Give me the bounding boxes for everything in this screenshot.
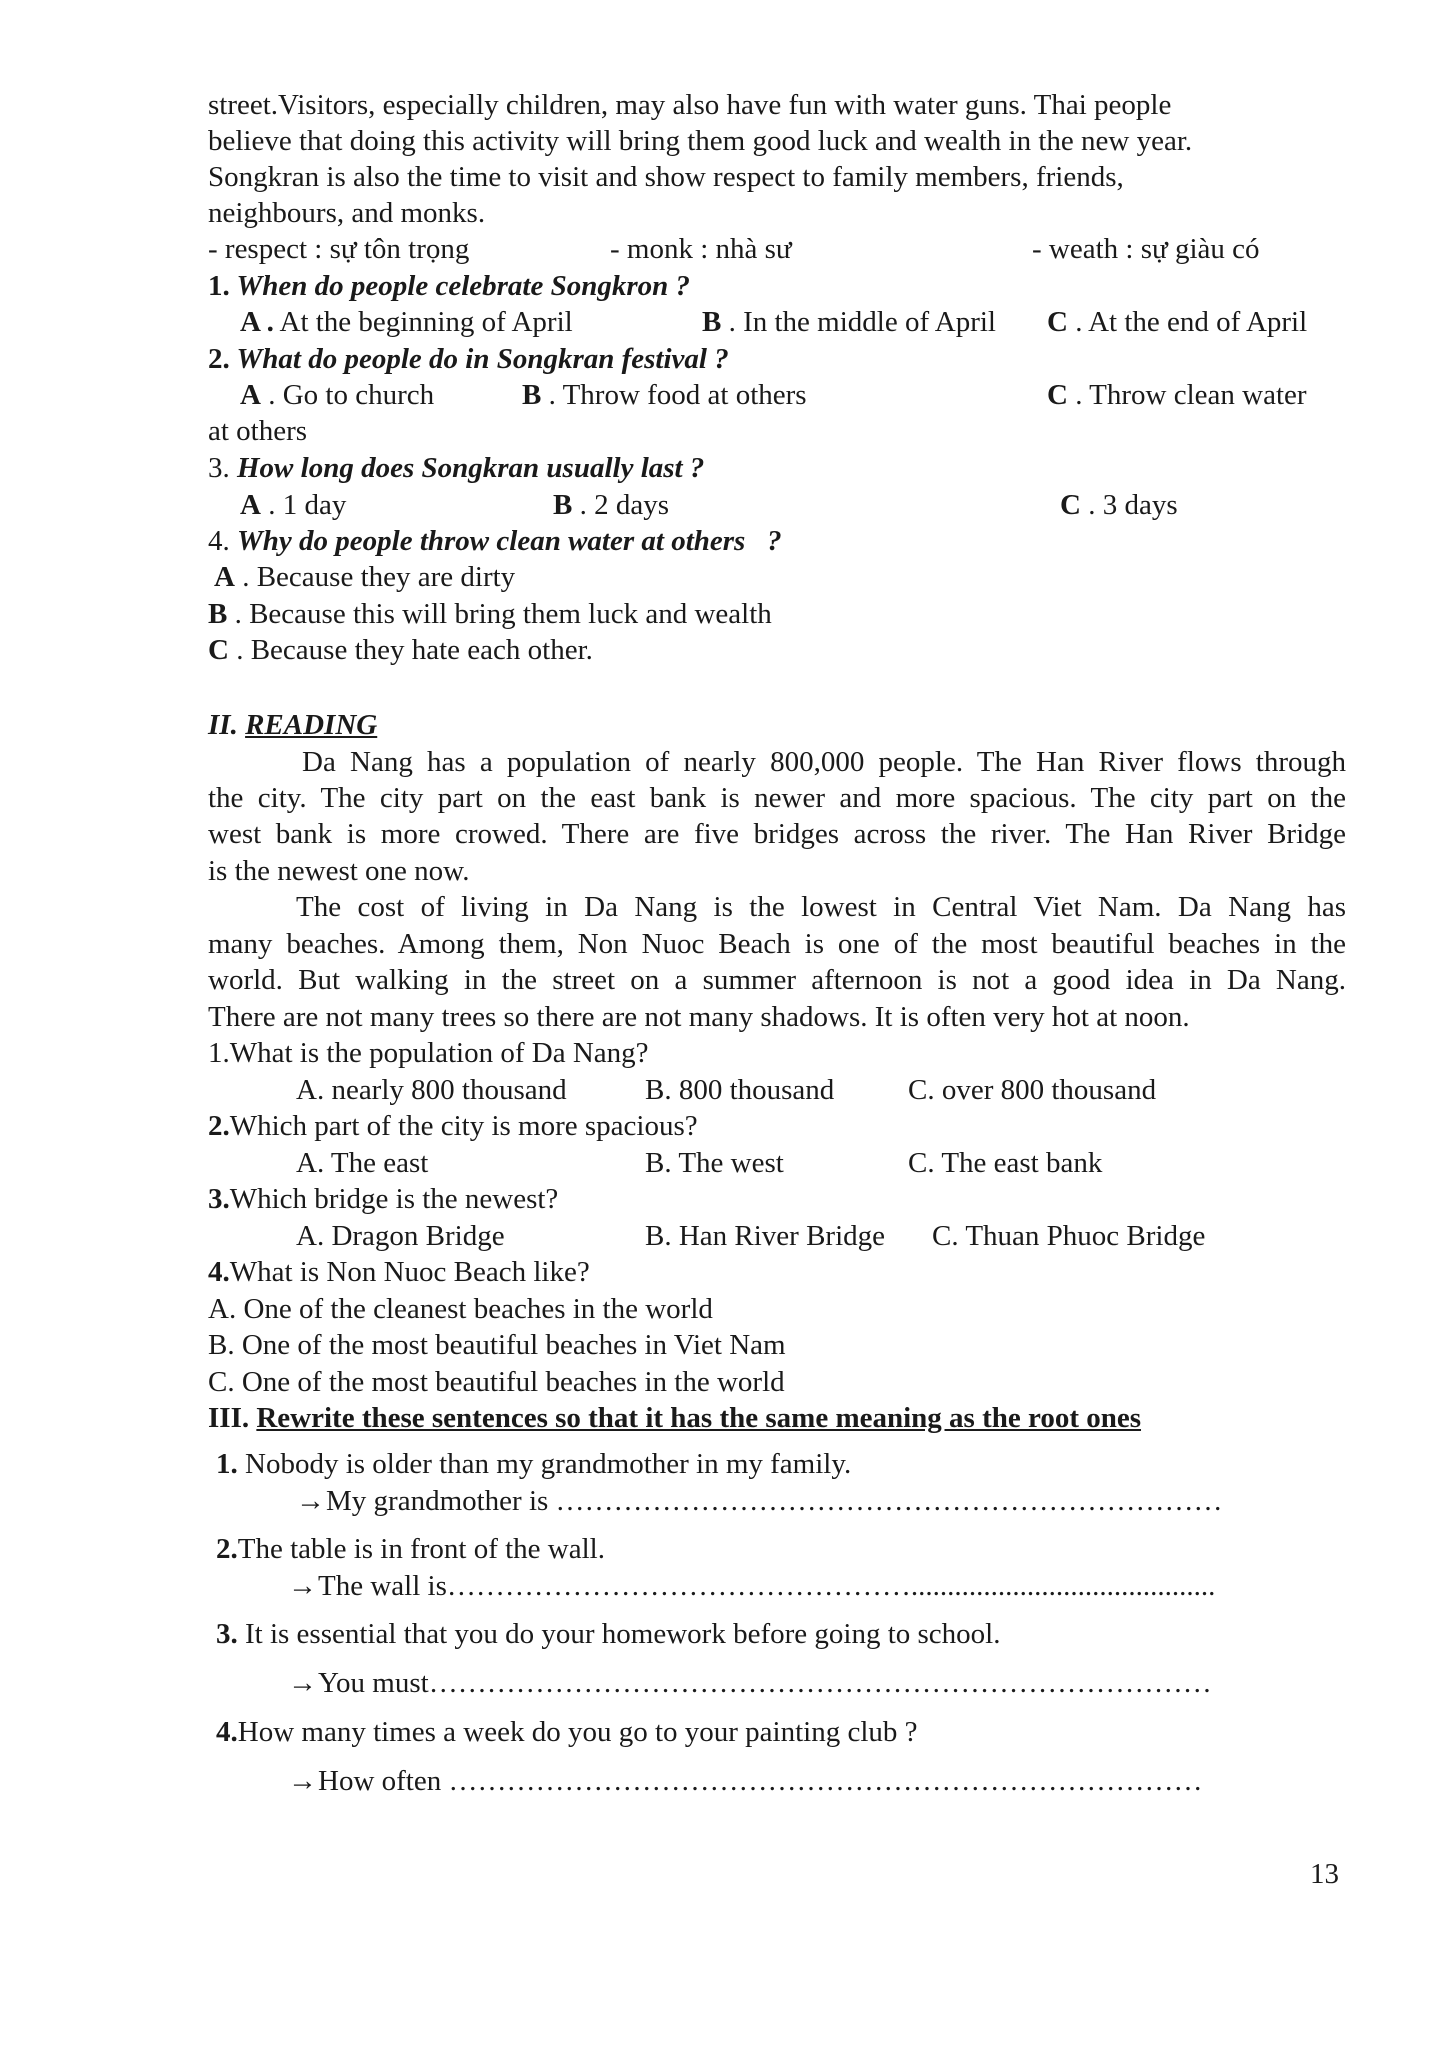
option-c: C . Throw clean water <box>1047 379 1307 411</box>
rewrite-item-3: 3. It is essential that you do your homework before going to school. <box>216 1618 1001 1650</box>
rewrite-item-1: 1. Nobody is older than my grandmother in my family. <box>216 1448 852 1480</box>
rewrite-answer-1: →My grandmother is …………………………………………………………… <box>296 1485 1223 1517</box>
option-b: B. One of the most beautiful beaches in Viet Nam <box>208 1329 786 1361</box>
option-a: A. nearly 800 thousand <box>296 1074 567 1106</box>
passage-line: neighbours, and monks. <box>208 197 486 229</box>
arrow-right-icon: → <box>296 1485 325 1517</box>
reading-line: west bank is more crowed. There are five bridges across the river. The Han River Bridge <box>208 818 1346 850</box>
reading-line: the city. The city part on the east bank is newer and more spacious. The city part on the <box>208 782 1346 814</box>
option-b: B . In the middle of April <box>702 306 996 338</box>
page-number: 13 <box>1310 1858 1339 1890</box>
reading-line: many beaches. Among them, Non Nuoc Beach is one of the most beautiful beaches in the <box>208 928 1346 960</box>
reading-question-2: 2.Which part of the city is more spacious? <box>208 1110 698 1142</box>
option-a: A . At the beginning of April <box>240 306 573 338</box>
option-c: C. The east bank <box>908 1147 1103 1179</box>
arrow-right-icon: → <box>288 1667 317 1699</box>
reading-line: The cost of living in Da Nang is the lowest in Central Viet Nam. Da Nang has <box>296 891 1346 923</box>
rewrite-answer-3: →You must……………………………………………………………………… <box>288 1667 1212 1699</box>
reading-line: There are not many trees so there are not many shadows. It is often very hot at noon. <box>208 1001 1190 1033</box>
vocab-wealth: - weath : sự giàu có <box>1032 233 1260 265</box>
passage-line: street.Visitors, especially children, may also have fun with water guns. Thai people <box>208 89 1172 121</box>
rewrite-answer-2: →The wall is………………………………………….......................................... <box>288 1570 1216 1602</box>
option-a: A. The east <box>296 1147 429 1179</box>
option-a: A . Because they are dirty <box>214 561 516 593</box>
option-c: C. One of the most beautiful beaches in the world <box>208 1366 785 1398</box>
question-3: 3. How long does Songkran usually last ? <box>208 452 705 484</box>
reading-question-3: 3.Which bridge is the newest? <box>208 1183 559 1215</box>
option-b: B . Because this will bring them luck and wealth <box>208 598 772 630</box>
option-c: C . Because they hate each other. <box>208 634 593 666</box>
section-heading-reading: II. READING <box>208 709 378 741</box>
option-b: B. Han River Bridge <box>645 1220 886 1252</box>
arrow-right-icon: → <box>288 1765 317 1797</box>
passage-line: believe that doing this activity will bring them good luck and wealth in the new year. <box>208 125 1193 157</box>
option-c: C. over 800 thousand <box>908 1074 1157 1106</box>
arrow-right-icon: → <box>288 1570 317 1602</box>
question-2: 2. What do people do in Songkran festival ? <box>208 343 729 375</box>
option-c: C . 3 days <box>1060 489 1178 521</box>
vocab-respect: - respect : sự tôn trọng <box>208 233 470 265</box>
reading-question-4: 4.What is Non Nuoc Beach like? <box>208 1256 590 1288</box>
reading-line: Da Nang has a population of nearly 800,000 people. The Han River flows through <box>302 746 1346 778</box>
section-heading-rewrite: III. Rewrite these sentences so that it has the same meaning as the root ones <box>208 1402 1142 1434</box>
rewrite-item-2: 2.The table is in front of the wall. <box>216 1533 605 1565</box>
question-4: 4. Why do people throw clean water at others ? <box>208 525 782 557</box>
reading-line: world. But walking in the street on a summer afternoon is not a good idea in Da Nang. <box>208 964 1346 996</box>
vocab-monk: - monk : nhà sư <box>610 233 792 265</box>
option-a: A. Dragon Bridge <box>296 1220 505 1252</box>
option-b: B . 2 days <box>553 489 670 521</box>
option-b: B . Throw food at others <box>522 379 807 411</box>
rewrite-answer-4: →How often …………………………………………………………………… <box>288 1765 1203 1797</box>
option-c: C. Thuan Phuoc Bridge <box>932 1220 1206 1252</box>
rewrite-item-4: 4.How many times a week do you go to your painting club ? <box>216 1716 918 1748</box>
question-1: 1. When do people celebrate Songkron ? <box>208 270 691 302</box>
option-a: A . Go to church <box>240 379 435 411</box>
reading-line: is the newest one now. <box>208 855 470 887</box>
option-b: B. 800 thousand <box>645 1074 835 1106</box>
option-c: C . At the end of April <box>1047 306 1308 338</box>
option-b: B. The west <box>645 1147 784 1179</box>
option-a: A . 1 day <box>240 489 347 521</box>
option-c-continued: at others <box>208 415 308 447</box>
reading-question-1: 1.What is the population of Da Nang? <box>208 1037 649 1069</box>
passage-line: Songkran is also the time to visit and show respect to family members, friends, <box>208 161 1124 193</box>
option-a: A. One of the cleanest beaches in the world <box>208 1293 713 1325</box>
